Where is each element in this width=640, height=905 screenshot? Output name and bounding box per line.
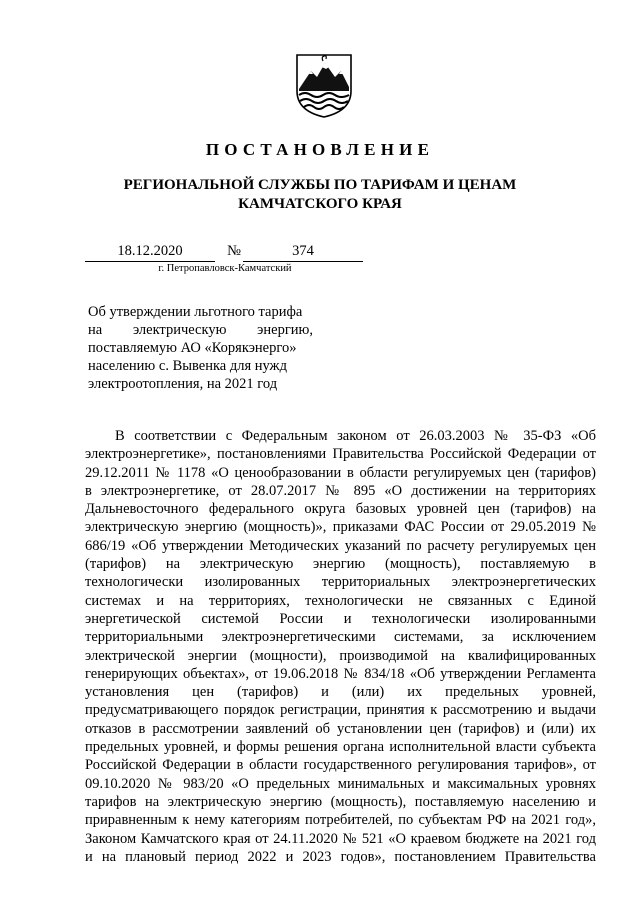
document-subject <box>88 303 313 393</box>
body-line: предельных уровней, и формы решения органа исполнительной власти субъекта <box>85 739 596 756</box>
issuer-line-2: КАМЧАТСКОГО КРАЯ <box>238 196 402 212</box>
body-line: электроэнергетике», постановлениями Правительства Российской Федерации от <box>85 446 596 463</box>
kamchatka-coat-of-arms-emblem <box>295 53 353 119</box>
body-line: электрической энергии (мощности), производимой на квалифицированных <box>85 647 596 664</box>
body-line: отказов в рассмотрении заявлений об установлении цен (тарифов) и (или) их <box>85 720 596 737</box>
body-line: электрическую энергию (мощность)», приказами ФАС России от 29.05.2019 № <box>85 519 596 536</box>
subject-line: электроотопления, на 2021 год <box>88 376 278 392</box>
body-line: тарифов на электрическую энергию (мощность), поставляемую населению и <box>85 793 596 810</box>
body-line: 09.10.2020 № 983/20 «О предельных минимальных и максимальных уровнях <box>85 775 596 792</box>
body-line: территориальными электроэнергетическими системами, за исключением <box>85 629 596 646</box>
document-body-text <box>85 427 596 866</box>
body-line: 686/19 «Об утверждении Методических указаний по расчету регулируемых цен <box>85 537 596 554</box>
issuing-authority <box>100 176 540 214</box>
body-line: предусматривающего порядок регистрации, принятия к рассмотрению и выдачи <box>85 702 596 719</box>
body-line: системах и на территориях, технологически не связанных с Единой <box>85 592 596 609</box>
body-line: (тарифов) на электрическую энергию (мощность), поставляемую в <box>85 556 596 573</box>
body-line: приравненным к нему категориям потребителей, по субъектам РФ на 2021 год», <box>85 812 596 829</box>
body-line: энергетической системой России и технологически изолированными <box>85 610 596 627</box>
body-line: установления цен (тарифов) и (или) их предельных уровней, <box>85 684 596 701</box>
body-line: 29.12.2011 № 1178 «О ценообразовании в области регулируемых цен (тарифов) <box>85 464 596 481</box>
body-line: в электроэнергетике, от 28.07.2017 № 895 «О достижении на территориях <box>85 482 596 499</box>
body-line: и на плановый период 2022 и 2023 годов», постановлением Правительства <box>85 848 596 865</box>
body-line: Законом Камчатского края от 24.11.2020 № 521 «О краевом бюджете на 2021 год <box>85 830 596 847</box>
subject-line: поставляемую АО «Корякэнерго» <box>88 340 297 356</box>
body-line: генерирующих объектах», от 19.06.2018 № 834/18 «Об утверждении Регламента <box>85 665 596 682</box>
subject-line: Об утверждении льготного тарифа <box>88 304 303 320</box>
body-line: Дальневосточного федерального округа базовых уровней цен (тарифов) на <box>85 501 596 518</box>
number-sign: № <box>227 243 241 259</box>
document-number: 374 <box>243 243 363 262</box>
body-line: технологически изолированных территориальных электроэнергетических <box>85 574 596 591</box>
subject-line: населению с. Вывенка для нужд <box>88 358 287 374</box>
subject-line: на электрическую энергию, <box>88 322 313 338</box>
issue-place: г. Петропавловск-Камчатский <box>158 263 292 274</box>
body-line: В соответствии с Федеральным законом от 26.03.2003 № 35-ФЗ «Об <box>115 428 596 444</box>
document-date: 18.12.2020 <box>85 243 215 262</box>
document-type-heading: ПОСТАНОВЛЕНИЕ <box>205 140 435 159</box>
body-line: Российской Федерации в области государственного регулирования тарифов», от <box>85 757 596 774</box>
issuer-line-1: РЕГИОНАЛЬНОЙ СЛУЖБЫ ПО ТАРИФАМ И ЦЕНАМ <box>123 177 517 193</box>
